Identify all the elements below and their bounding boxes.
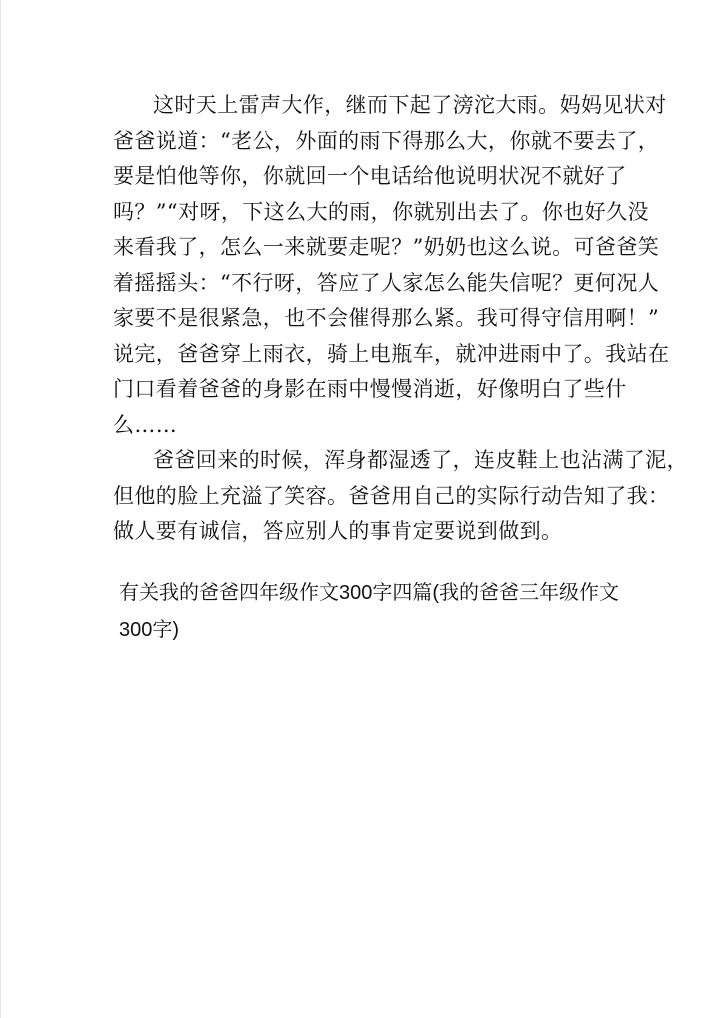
text-line: 爸爸回来的时候，浑身都湿透了，连皮鞋上也沾满了泥， <box>153 448 688 472</box>
text-line: 说完，爸爸穿上雨衣，骑上电瓶车，就冲进雨中了。我站在 <box>113 341 670 366</box>
essay-body <box>113 88 688 550</box>
text-line: 门口看着爸爸的身影在雨中慢慢消逝，好像明白了些什 <box>113 377 627 401</box>
text-line: 着摇摇头：“不行呀，答应了人家怎么能失信呢？更何况人 <box>113 270 660 295</box>
text-line: 但他的脸上充溢了笑容。爸爸用自己的实际行动告知了我： <box>113 483 670 508</box>
text-line: 吗？”“对呀，下这么大的雨，你就别出去了。你也好久没 <box>113 199 649 224</box>
paragraph-1 <box>113 88 670 443</box>
text-line: 要是怕他等你，你就回一个电话给他说明状况不就好了 <box>113 164 627 188</box>
text-line: 做人要有诚信，答应别人的事肯定要说到做到。 <box>113 519 563 543</box>
text-line: 么…… <box>113 412 178 437</box>
text-line: 家要不是很紧急，也不会催得那么紧。我可得守信用啊！” <box>113 306 660 330</box>
paragraph-2 <box>113 443 688 550</box>
text-line: 这时天上雷声大作，继而下起了滂沱大雨。妈妈见状对 <box>153 93 667 117</box>
text-line: 来看我了，怎么一来就要走呢？”奶奶也这么说。可爸爸笑 <box>113 235 660 259</box>
document-title-line-2: 300字) <box>119 619 180 641</box>
document-title-line-1: 有关我的爸爸四年级作文300字四篇(我的爸爸三年级作文 <box>119 582 620 604</box>
text-line: 爸爸说道：“老公，外面的雨下得那么大，你就不要去了， <box>113 128 660 153</box>
